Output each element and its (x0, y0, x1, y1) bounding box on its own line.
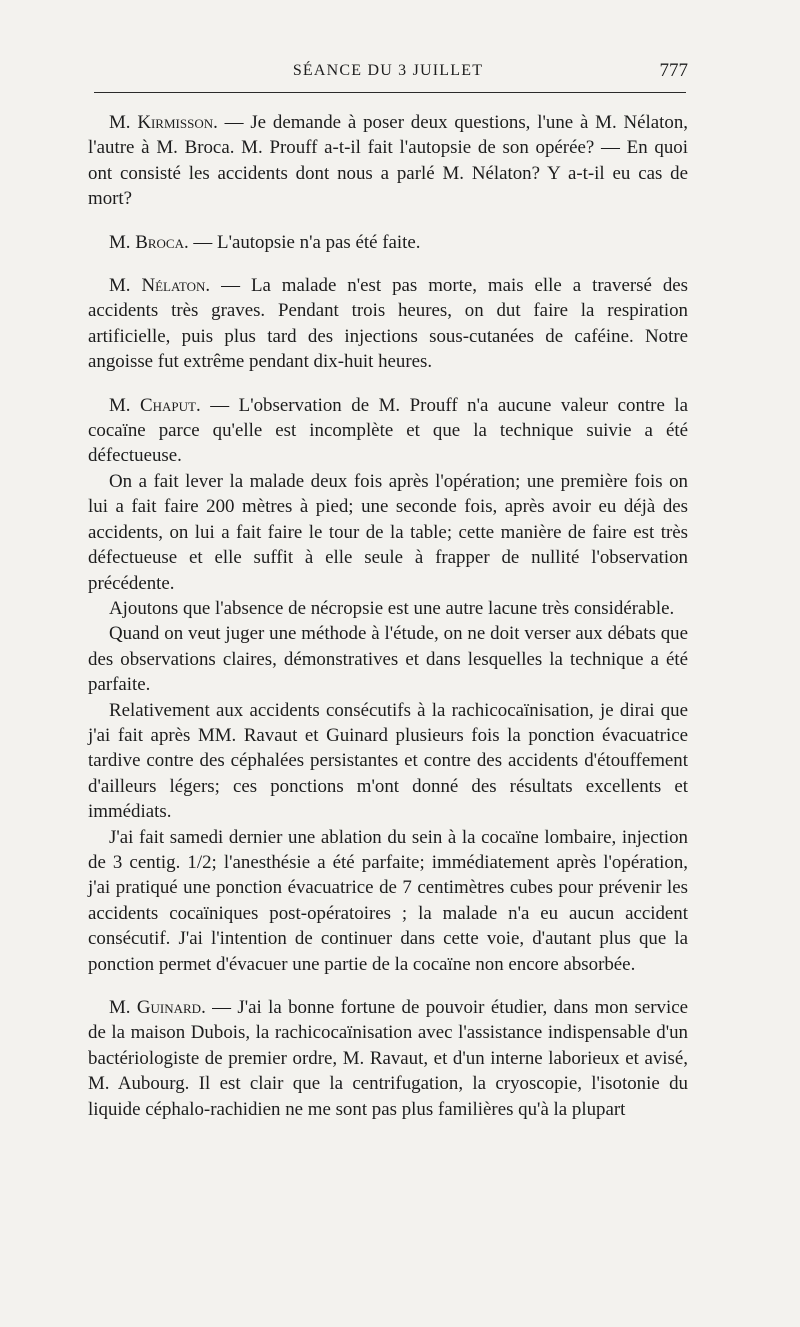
paragraph-guinard (88, 995, 688, 1122)
paragraph-text: Ajoutons que l'absence de nécropsie est une autre lacune très considérable. (109, 597, 675, 619)
page-number: 777 (659, 60, 688, 81)
paragraph-text: Quand on veut juger une méthode à l'étude, on ne doit verser aux débats que des observations claires, démonstratives et dans lesquelles la technique a été parfaite. (88, 623, 688, 696)
paragraph-text: — L'observation de M. Prouff n'a aucune valeur contre la cocaïne parce qu'elle est incomplète et que la technique suivie a été défectueuse. (88, 394, 688, 467)
page-header (88, 60, 688, 92)
running-title: SÉANCE DU 3 JUILLET (292, 62, 484, 79)
speaker-name: M. Guinard. (109, 997, 206, 1018)
paragraph-text: Relativement aux accidents consécutifs à la rachicocaïnisation, je dirai que j'ai fait après MM. Ravaut et Guinard plusieurs fois la ponction évacuatrice tardive contre des céphalées persistantes et contre des accidents d'étouffement d'ailleurs légers; ces ponctions m'ont donné des résultats excellents et immédiats. (88, 699, 688, 823)
speaker-name: M. Nélaton. (109, 275, 211, 297)
header-rule (94, 92, 686, 93)
paragraph (88, 469, 688, 596)
paragraph-text: On a fait lever la malade deux fois après l'opération; une première fois on lui a fait faire 200 mètres à pied; une seconde fois, après avoir eu déjà des accidents, on lui a fait faire le tour de la table; cette manière de faire est très défectueuse et elle suffit à elle seule à frapper de nullité l'observation précédente. (88, 470, 688, 594)
paragraph-text: — J'ai la bonne fortune de pouvoir étudier, dans mon service de la maison Dubois, la rachicocaïnisation avec l'assistance indispensable d'un bactériologiste de premier ordre, M. Ravaut, et d'un interne laborieux et avisé, M. Aubourg. Il est clair que la centrifugation, la cryoscopie, l'isotonie du liquide céphalo-rachidien ne me sont pas plus familières qu'à la plupart (88, 997, 688, 1120)
paragraph (88, 698, 688, 825)
page-body (88, 110, 688, 1122)
paragraph (88, 596, 688, 621)
paragraph-text: — L'autopsie n'a pas été faite. (188, 231, 421, 253)
speaker-name: M. Chaput. (109, 394, 201, 416)
paragraph-chaput (88, 393, 688, 469)
speaker-name: M. Kirmisson. (109, 112, 218, 133)
book-page (88, 60, 688, 1122)
speaker-name: M. Broca. (109, 231, 189, 253)
paragraph-text: — La malade n'est pas morte, mais elle a traversé des accidents très graves. Pendant trois heures, on dut faire la respiration artificielle, puis plus tard des injections sous-cutanées de caféine. Notre angoisse fut extrême pendant dix-huit heures. (88, 275, 689, 373)
paragraph (88, 825, 688, 977)
paragraph-text: J'ai fait samedi dernier une ablation du sein à la cocaïne lombaire, injection de 3 centig. 1/2; l'anesthésie a été parfaite; immédiatement après l'opération, j'ai pratiqué une ponction évacuatrice de 7 centimètres cubes pour prévenir les accidents cocaïniques post-opératoires ; la malade n'a eu aucun accident consécutif. J'ai l'intention de continuer dans cette voie, d'autant plus que la ponction permet d'évacuer une partie de la cocaïne non encore absorbée. (88, 826, 688, 975)
paragraph-text: — Je demande à poser deux questions, l'une à M. Nélaton, l'autre à M. Broca. M. Prouff a-t-il fait l'autopsie de son opérée? — En quoi ont consisté les accidents dont nous a parlé M. Nélaton? Y a-t-il eu cas de mort? (88, 112, 688, 210)
paragraph-kirmisson (88, 110, 688, 212)
paragraph-nelaton (88, 273, 688, 375)
paragraph-broca (88, 230, 688, 255)
paragraph (88, 621, 688, 697)
